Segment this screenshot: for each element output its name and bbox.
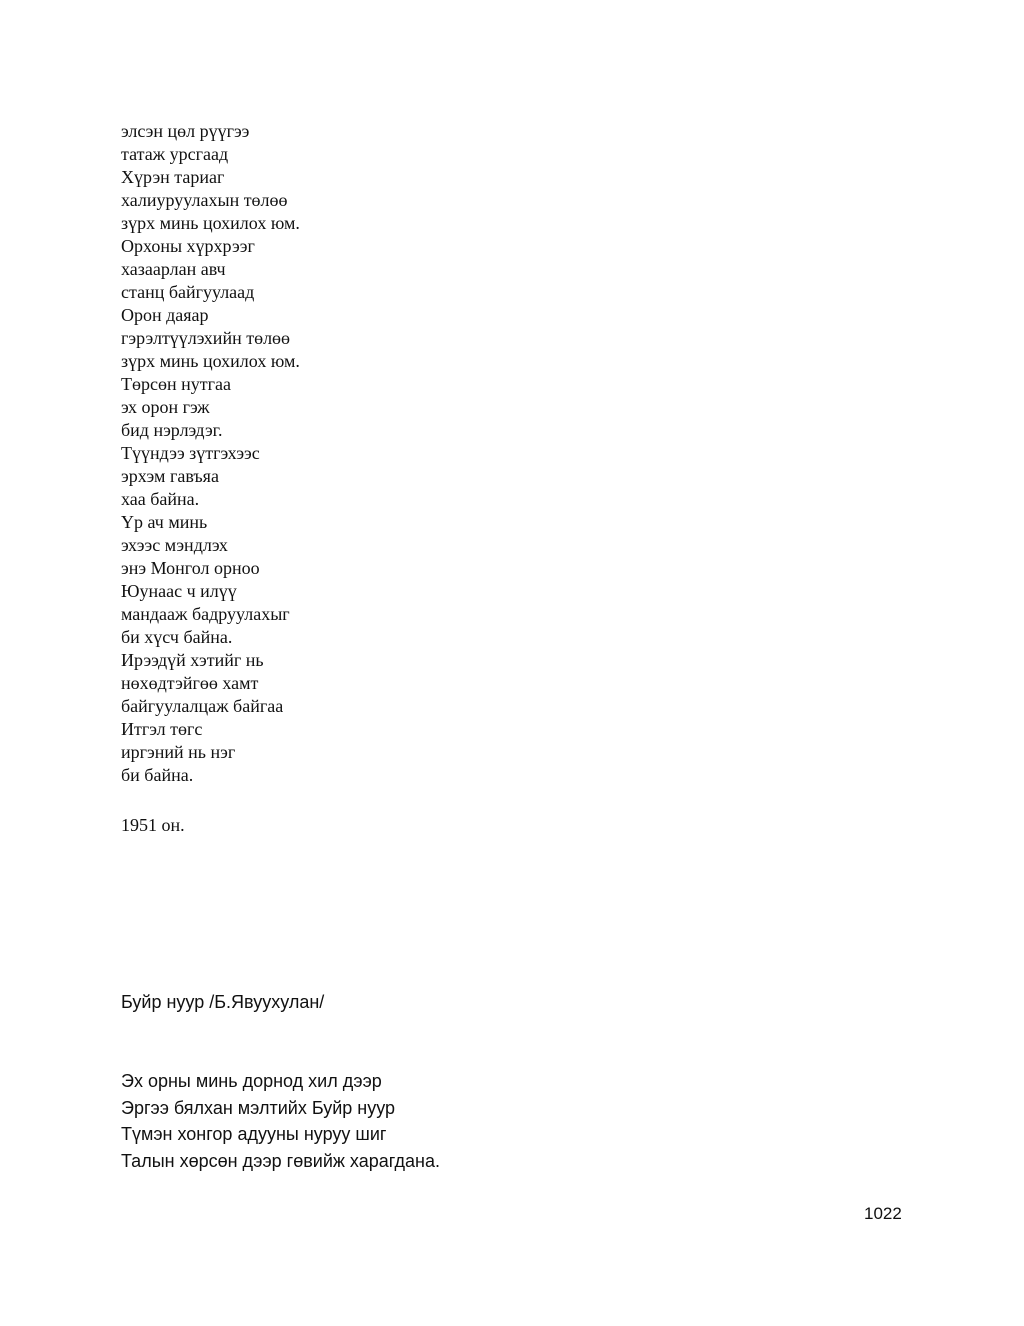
poem-line: иргэний нь нэг: [121, 742, 236, 762]
poem-lower: [121, 1068, 440, 1174]
poem-line: Орон даяар: [121, 305, 209, 325]
poem-line: би хүсч байна.: [121, 627, 233, 647]
poem-line: Талын хөрсөн дээр гөвийж харагдана.: [121, 1150, 440, 1171]
poem-line: Хүрэн тариаг: [121, 167, 225, 187]
poem-line: Түүндээ зүтгэхээс: [121, 443, 260, 463]
poem-line: зүрх минь цохилох юм.: [121, 351, 300, 371]
poem-line: эрхэм гавъяа: [121, 466, 219, 486]
poem-line: эх орон гэж: [121, 397, 210, 417]
poem-line: станц байгуулаад: [121, 282, 255, 302]
poem-line: энэ Монгол орноо: [121, 558, 260, 578]
poem-line: хазаарлан авч: [121, 259, 226, 279]
poem-line: Юунаас ч илүү: [121, 581, 237, 601]
poem-line: Төрсөн нутгаа: [121, 374, 231, 394]
poem-line: Түмэн хонгор адууны нуруу шиг: [121, 1124, 387, 1144]
poem-line: татаж урсгаад: [121, 144, 229, 164]
poem-line: Орхоны хүрхрээг: [121, 236, 255, 256]
poem-line: элсэн цөл рүүгээ: [121, 121, 250, 141]
poem-line: гэрэлтүүлэхийн төлөө: [121, 328, 291, 348]
poem-line: би байна.: [121, 765, 194, 785]
poem-line: байгуулалцаж байгаа: [121, 696, 284, 716]
poem-line: Үр ач минь: [121, 512, 208, 532]
poem-line: бид нэрлэдэг.: [121, 420, 223, 440]
poem-line: халиуруулахын төлөө: [121, 190, 288, 210]
poem-line: Ирээдүй хэтийг нь: [121, 650, 264, 670]
poem-line: зүрх минь цохилох юм.: [121, 213, 300, 233]
poem-line: Эх орны минь дорнод хил дээр: [121, 1071, 382, 1091]
page-number: 1022: [864, 1204, 902, 1223]
poem-line: хаа байна.: [121, 489, 200, 509]
poem-line: Эргээ бялхан мэлтийх Буйр нуур: [121, 1097, 396, 1118]
poem-line: мандааж бадруулахыг: [121, 604, 290, 624]
poem-year: 1951 он.: [121, 815, 185, 835]
poem-title: Буйр нуур /Б.Явуухулан/: [121, 992, 325, 1012]
poem-line: нөхөдтэйгөө хамт: [121, 673, 259, 693]
poem-line: эхээс мэндлэх: [121, 535, 228, 555]
poem-line: Итгэл төгс: [121, 719, 203, 739]
poem-upper: [121, 120, 300, 787]
